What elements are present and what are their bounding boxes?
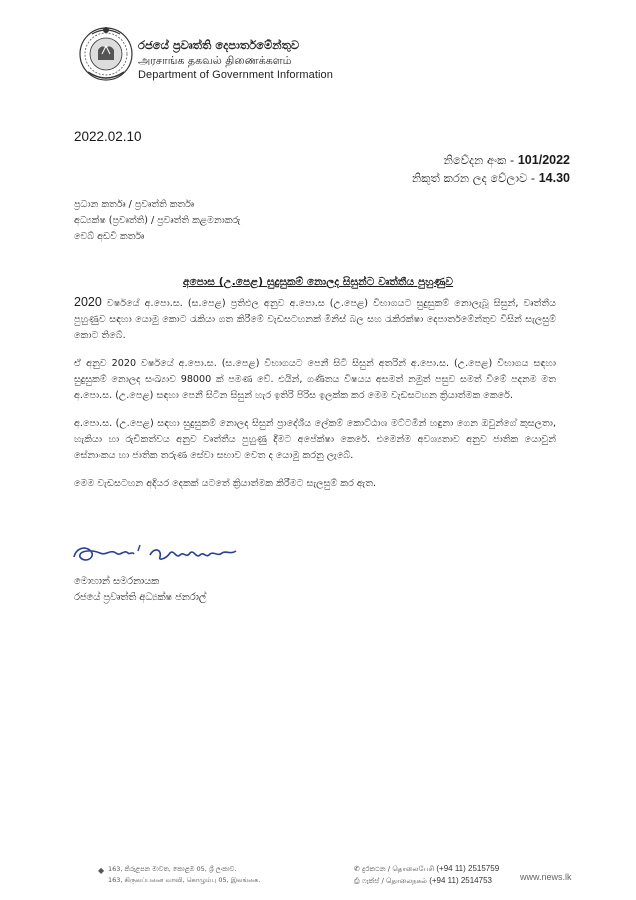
footer-address-sinhala: 163, කිරුළපන මාවත, කොළඹ 05, ශ්‍රී ලංකාව. [108,865,237,873]
footer-phone: (+94 11) 2515759 [436,864,500,873]
page-footer [0,860,636,896]
letterhead-tamil: அரசாங்க தகவல் திணைக்களம் [138,54,292,67]
release-number-line [412,151,570,169]
signatory-name: මොහාන් සමරනායක [74,576,160,587]
letter-body [74,294,556,504]
paragraph-text: අ.පො.ස. (උ.පෙළ) සඳහා සුදුසුකම් නොලද සිසුන් ප්‍රාදේශීය ලේකම් කොට්ඨාශ මට්ටමින් හඳුනා ගෙන ඔවුන්ගේ කුසලතා, හැකියා හා රුචිකත්වය අනුව වෘත්තීය පුහුණු දීමට අපේක්ෂා කෙරේ. එමෙන්ම අවශ්‍යතාව අනුව ජාතික යොවුන් සේනාංකය හා ජාතික තරුණ සේවා සභාව වෙත ද යොමු කරනු ලැබේ. [74,418,556,461]
release-number: 101/2022 [517,153,570,167]
footer-contacts [354,863,499,887]
body-paragraph [74,294,556,344]
release-time-line [412,169,570,187]
subject-text: අපොස (උ.පෙළ) සුදුසුකම් නොලද සිසුන්ට වෘත්තීය පුහුණුව [182,276,454,288]
body-paragraph [74,416,556,464]
letterhead [78,24,398,88]
release-reference [412,151,570,187]
release-time-label: නිකුත් කරන ලද වේලාව - [411,171,539,185]
signatory-title: රජයේ ප්‍රවෘත්ති අධ්‍යක්ෂ ජනරාල් [74,592,207,603]
subject-heading [0,270,636,289]
footer-fax-line [354,875,499,887]
letterhead-sinhala: රජයේ ප්‍රවෘත්ති දෙපාර්තමේන්තුව [138,38,300,52]
footer-fax: (+94 11) 2514753 [429,876,492,885]
location-pin-icon: ◆ [98,866,105,875]
footer-phone-label: දුරකථන / தொலைபேசி [362,865,435,873]
handwritten-signature [70,537,242,571]
fax-icon: ⎙ [354,877,360,885]
footer-website: www.news.lk [520,872,572,882]
recipient-item: ප්‍රධාන කර්තෘ / ප්‍රවෘත්ති කර්තෘ [74,199,194,210]
signatory-block [74,574,206,606]
footer-address-tamil: 163, கிருலப்பனை வாவி, கொழும்பு 05, இலங்கை. [108,876,261,884]
letterhead-english: Department of Government Information [138,69,333,81]
paragraph-text: වර්ෂයේ අ.පො.ස. (ස.පෙළ) ප්‍රතිඵල අනුව අ.පො.ස (උ.පෙළ) විභාගයට සුදුසුකම් නොලැබූ සිසුන්, වෘත්තීය පුහුණුව සඳහා යොමු කොට රැකියා ගත කිරීමේ වැඩසටහනක් මිනිස් බල සහ රැකිරක්ෂා දෙපාර්තමේන්තුව විසින් සැලසුම් කොට තිබේ. [74,298,556,341]
body-paragraph [74,356,556,404]
release-time: 14.30 [538,171,570,185]
release-number-label: නිවේදන අංක - [443,153,518,167]
recipient-list [74,197,240,245]
release-date: 2022.02.10 [74,129,142,144]
phone-icon: ✆ [354,865,360,873]
paragraph-year: 2020 [74,295,102,309]
sri-lanka-emblem-icon [78,24,134,86]
paragraph-text: මෙම වැඩසටහන අදියර දෙකක් යටතේ ක්‍රියාත්මක කිරීමට සැලසුම් කර ඇත. [74,478,377,489]
footer-fax-label: ෆැක්ස් / தொலைநகல் [361,877,427,885]
paragraph-text: ඒ අනුව 2020 වර්ෂයේ අ.පො.ස. (ස.පෙළ) විභාගයට පෙනී සිටි සිසුන් අතරින් අ.පො.ස. (උ.පෙළ) විභාගය සඳහා සුදුසුකම් නොලද සංඛ්‍යාව 98000 ක් පමණ වේ. එයින්, ගණිතය විෂයය අසමත් නමුත් පසුව සමත් වීමේ පදනම මත අ.පො.ස. (උ.පෙළ) සඳහා පෙනී සිටින සිසුන් හැර ඉතිරි පිරිස ඉලක්ක කර මෙම වැඩසටහන ක්‍රියාත්මක කෙරේ. [74,358,556,401]
recipient-item: අධ්‍යක්ෂ (ප්‍රවෘත්ති) / ප්‍රවෘත්ති කළමනාකරු [74,215,241,226]
body-paragraph [74,476,556,492]
recipient-item: වෙබ් අඩවි කර්තෘ [74,231,145,242]
footer-phone-line [354,863,499,875]
footer-address [108,864,261,886]
